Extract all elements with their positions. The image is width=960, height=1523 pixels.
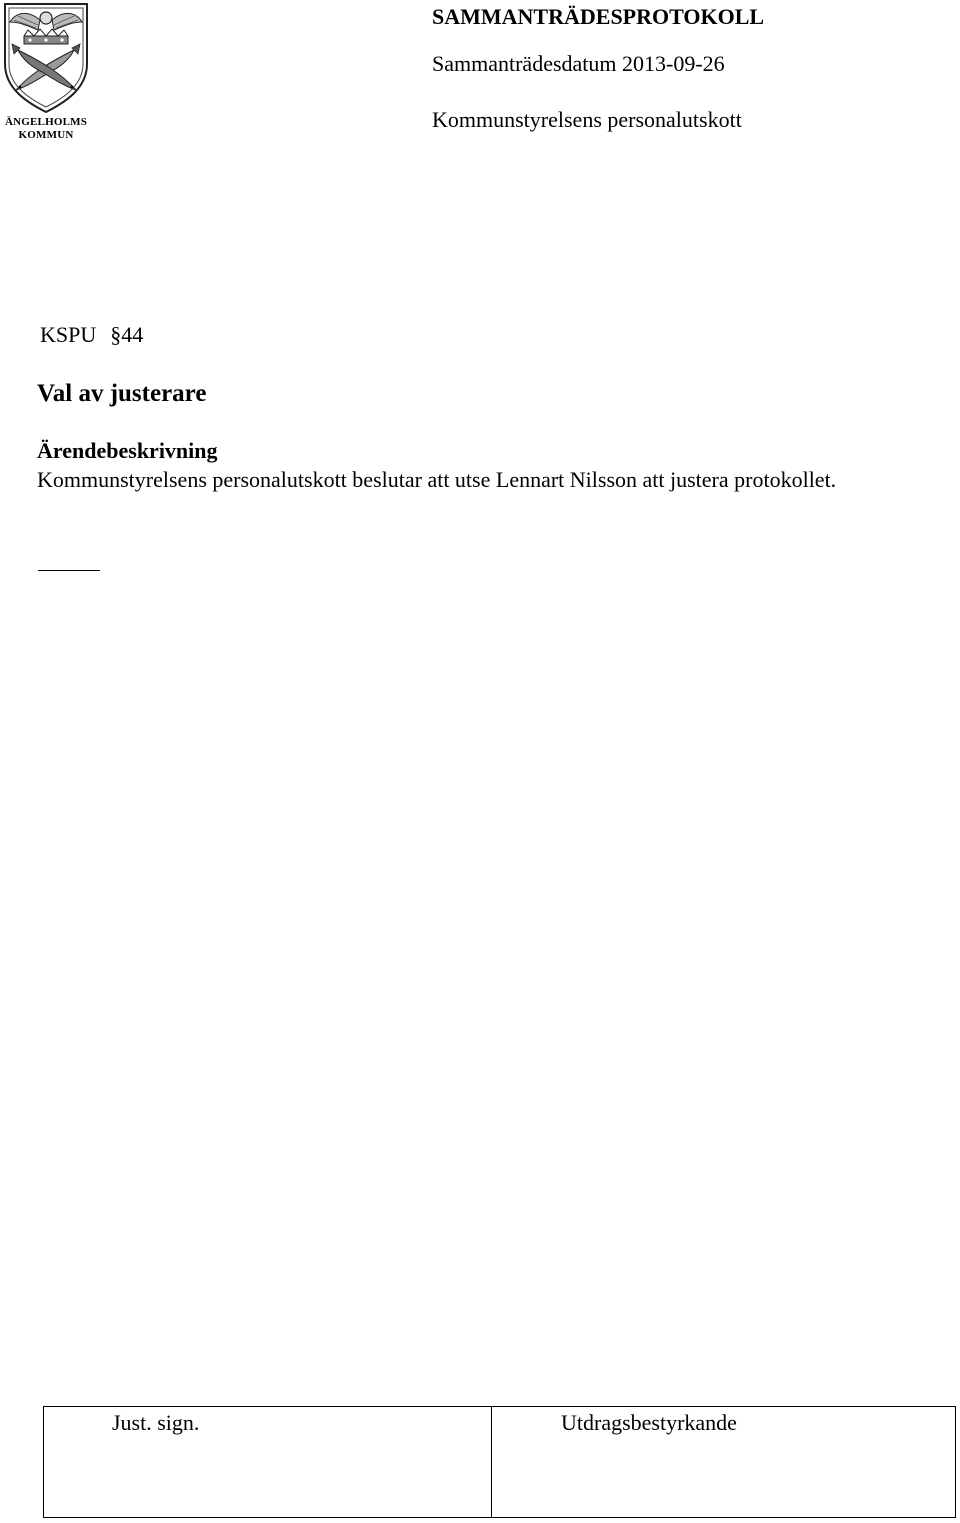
- shield-icon: [0, 2, 92, 114]
- just-sign-label: Just. sign.: [112, 1410, 200, 1435]
- committee-name: Kommunstyrelsens personalutskott: [432, 107, 742, 132]
- signature-table: [43, 1406, 956, 1518]
- description-body: Kommunstyrelsens personalutskott beslutar att utse Lennart Nilsson att justera protokollet.: [37, 467, 837, 492]
- section-number: [40, 320, 143, 350]
- description-heading: Ärendebeskrivning: [37, 438, 218, 463]
- section-prefix: KSPU: [40, 322, 97, 347]
- utdragsbestyrkande-label: Utdragsbestyrkande: [561, 1410, 737, 1435]
- document-title: SAMMANTRÄDESPROTOKOLL: [432, 4, 765, 29]
- signature-cell-just-sign: [44, 1407, 492, 1517]
- logo-text-line1: ÄNGELHOLMS: [4, 116, 88, 128]
- paragraph-symbol: §: [110, 322, 122, 347]
- signature-cell-utdrag: [492, 1407, 955, 1517]
- section-digits: 44: [121, 322, 144, 347]
- separator-line: [38, 570, 100, 571]
- coat-of-arms-logo: [0, 2, 92, 144]
- item-title: Val av justerare: [37, 380, 207, 407]
- meeting-date: Sammanträdesdatum 2013-09-26: [432, 51, 725, 76]
- logo-text-line2: KOMMUN: [18, 129, 74, 141]
